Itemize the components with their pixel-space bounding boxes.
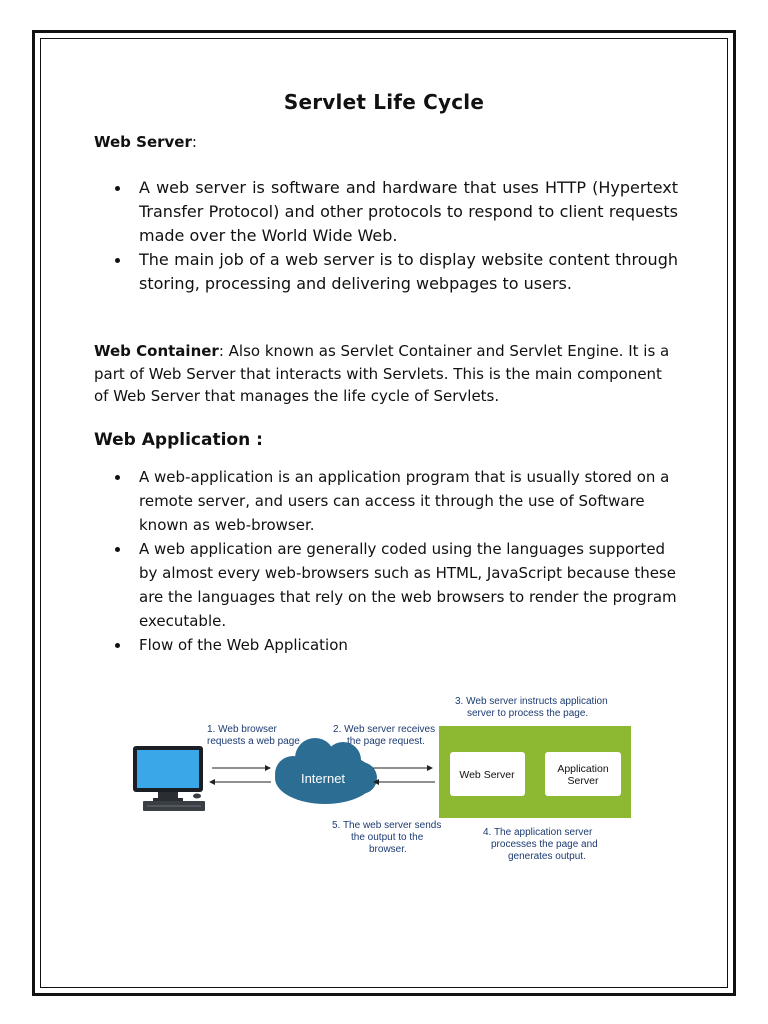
web-application-flow-diagram <box>125 690 645 870</box>
web-server-heading <box>94 130 197 154</box>
web-server-colon: : <box>191 133 197 151</box>
step5-label: 5. The web server sends <box>332 820 442 831</box>
list-item: A web-application is an application program that is usually stored on a remote server, and users can access it through the use of Software known as web-browser. <box>112 465 678 537</box>
web-container-label: Web Container <box>94 342 219 360</box>
step5-label: browser. <box>369 844 407 855</box>
web-application-bullet-list <box>112 465 678 657</box>
list-item: The main job of a web server is to display website content through storing, processing and delivering webpages to users. <box>112 248 678 296</box>
step5-label: the output to the <box>351 832 424 843</box>
step3-label: server to process the page. <box>467 708 589 719</box>
internet-label: Internet <box>300 771 346 786</box>
application-server-label: Server <box>567 775 599 787</box>
web-server-bullet-list <box>112 176 678 296</box>
step4-label: processes the page and <box>491 839 598 850</box>
application-server-label: Application <box>557 763 609 775</box>
web-container-paragraph <box>94 340 679 408</box>
web-server-box-label: Web Server <box>459 769 515 781</box>
step2-label: the page request. <box>347 736 425 747</box>
step1-label: 1. Web browser <box>207 724 277 735</box>
step4-label: generates output. <box>508 851 586 862</box>
list-item: Flow of the Web Application <box>112 633 678 657</box>
step4-label: 4. The application server <box>483 827 593 838</box>
list-item: A web application are generally coded using the languages supported by almost every web-browsers such as HTML, JavaScript because these are the languages that rely on the web browsers to render the program executable. <box>112 537 678 633</box>
step1-label: requests a web page <box>207 736 300 747</box>
web-application-heading: Web Application : <box>94 430 263 450</box>
computer-icon <box>133 746 205 811</box>
step2-label: 2. Web server receives <box>333 724 436 735</box>
web-server-label: Web Server <box>94 133 192 151</box>
step3-label: 3. Web server instructs application <box>455 696 608 707</box>
web-container-text: : Also known as Servlet Container and Servlet Engine. It is a part of Web Server that interacts with Servlets. This is the main component of Web Server that manages the life cycle of Servlets. <box>94 342 670 405</box>
page-title: Servlet Life Cycle <box>283 90 485 114</box>
list-item: A web server is software and hardware that uses HTTP (Hypertext Transfer Protocol) and other protocols to respond to client requests made over the World Wide Web. <box>112 176 678 248</box>
